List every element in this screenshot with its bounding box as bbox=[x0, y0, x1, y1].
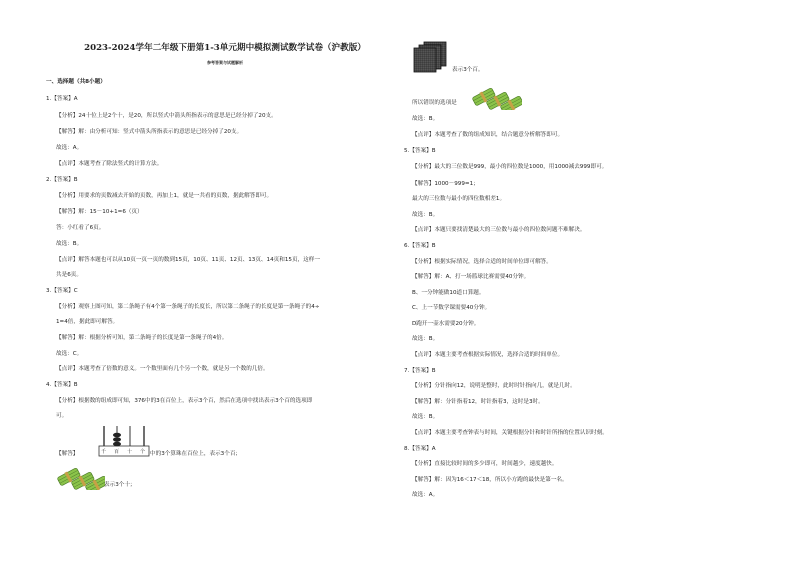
section-heading: 一、选择题（共8小题） bbox=[46, 79, 106, 85]
hundred-cube-stack-icon bbox=[412, 40, 452, 74]
abacus-label-hundreds: 百 bbox=[114, 449, 120, 455]
left-line: 1=4倍，据此即可解答。 bbox=[56, 319, 119, 325]
right-line: 故选：B。 bbox=[412, 212, 439, 218]
abacus-line-suffix: 中的3个算珠在百位上，表示3个百； bbox=[150, 451, 242, 457]
right-line: 故选：B。 bbox=[412, 336, 439, 342]
left-line: 【分析】根据数的组成即可知，376中的3在百位上，表示3个百，然后在选项中找出表示3个百的选项即 bbox=[56, 398, 313, 404]
page-subtitle: 参考答案与试题解析 bbox=[207, 60, 243, 65]
right-line: 【点评】本题考查了数的组成知识，结合题意分析解答即可。 bbox=[412, 132, 564, 138]
right-line: 【解答】解：A、打一场篮球比赛需要40分钟。 bbox=[412, 274, 530, 280]
left-line: 【点评】本题考查了除法竖式的计算方法。 bbox=[56, 161, 163, 167]
right-line: C、上一节数学课需要40分钟。 bbox=[412, 305, 491, 311]
right-line: 【分析】根据实际情况，选择合适的时间单位即可解答。 bbox=[412, 259, 552, 265]
left-line: 4.【答案】B bbox=[46, 382, 78, 388]
right-line: 6.【答案】B bbox=[404, 243, 436, 249]
left-line: 【分析】24十位上是2个十，是20，所以竖式中箭头所指表示的意思是已经分掉了20支。 bbox=[56, 113, 277, 119]
right-line: 【解答】解：分针指着12，时针指着3，这时是3时。 bbox=[412, 399, 544, 405]
bundle-of-sticks-icon bbox=[470, 80, 522, 110]
page-title: 2023-2024学年二年级下册第1-3单元期中模拟测试数学试卷（沪教版） bbox=[84, 43, 366, 53]
abacus-line-prefix: 【解答】 bbox=[56, 451, 79, 457]
abacus-label-tens: 十 bbox=[127, 449, 133, 455]
left-line: 共是6页。 bbox=[56, 272, 82, 278]
right-line: B、一分钟能做10道口算题。 bbox=[412, 290, 485, 296]
left-line: 3.【答案】C bbox=[46, 288, 78, 294]
left-line: 答：小红看了6页。 bbox=[56, 225, 105, 231]
right-line: D跑开一壶水需要20分钟。 bbox=[412, 321, 480, 327]
right-line: 【分析】直接比较时间的多少即可，时间越少，速度越快。 bbox=[412, 461, 558, 467]
left-line: 可。 bbox=[56, 413, 68, 419]
right-line: 【点评】本题只要找清楚最大的三位数与最小的四位数问题不难解决。 bbox=[412, 227, 586, 233]
left-line: 【点评】本题考查了倍数的意义。一个数里面有几个另一个数，就是另一个数的几倍。 bbox=[56, 366, 269, 372]
right-line: 【点评】本题主要考查钟表与时间，关键根据分针和时针所指的位置认识时刻。 bbox=[412, 430, 608, 436]
right-line: 【点评】本题主要考查根据实际情况，选择合适的时间单位。 bbox=[412, 352, 564, 358]
left-line: 【解答】解：由分析可知：竖式中箭头所指表示的意思是已经分掉了20支。 bbox=[56, 129, 243, 135]
bundle-of-sticks-icon bbox=[55, 460, 105, 490]
left-line: 【点评】解答本题也可以从10页一页一页的数到15页，10页、11页、12页、13页、14页和15页，这样一 bbox=[56, 257, 320, 263]
wrong-option-text: 所以错误的选项是 bbox=[412, 100, 457, 106]
left-line: 【解答】解：根据分析可知，第二条绳子的长度是第一条绳子的4倍。 bbox=[56, 335, 228, 341]
left-line: 2.【答案】B bbox=[46, 177, 78, 183]
left-line: 故选：B。 bbox=[56, 241, 83, 247]
left-tail-text: 表示3个十； bbox=[104, 482, 136, 488]
abacus-label-thousands: 千 bbox=[101, 449, 107, 455]
left-line: 1.【答案】A bbox=[46, 96, 78, 102]
right-line: 【分析】最大的三位数是999，最小的四位数是1000，用1000减去999即可。 bbox=[412, 164, 608, 170]
left-line: 【分析】观察上图可知，第二条绳子有4个第一条绳子的长度长，所以第二条绳子的长度是第一条绳子的4÷ bbox=[56, 304, 320, 310]
abacus-label-ones: 个 bbox=[140, 449, 146, 455]
right-line: 7.【答案】B bbox=[404, 368, 436, 374]
left-line: 【解答】解：15－10+1=6（页） bbox=[56, 209, 143, 215]
left-line: 【分析】用要求的页数减去开始的页数，再加上1，就是一共看的页数，据此解答即可。 bbox=[56, 193, 273, 199]
right-line: 故选：A。 bbox=[412, 492, 439, 498]
left-line: 故选：A。 bbox=[56, 145, 83, 151]
right-line: 最大的三位数与最小的四位数相差1。 bbox=[412, 196, 506, 202]
right-line: 【分析】分针指向12，说明是整时，此时时针指向几，就是几时。 bbox=[412, 383, 576, 389]
right-line: 故选：B。 bbox=[412, 116, 439, 122]
hundred-cube-caption: 表示3个百。 bbox=[452, 67, 484, 73]
left-line: 故选：C。 bbox=[56, 351, 83, 357]
right-line: 8.【答案】A bbox=[404, 446, 436, 452]
right-line: 故选：B。 bbox=[412, 414, 439, 420]
right-line: 【解答】1000－999=1； bbox=[412, 181, 479, 187]
right-line: 5.【答案】B bbox=[404, 148, 436, 154]
right-line: 【解答】解：因为16＜17＜18，所以小方跑的最快是第一名。 bbox=[412, 477, 568, 483]
